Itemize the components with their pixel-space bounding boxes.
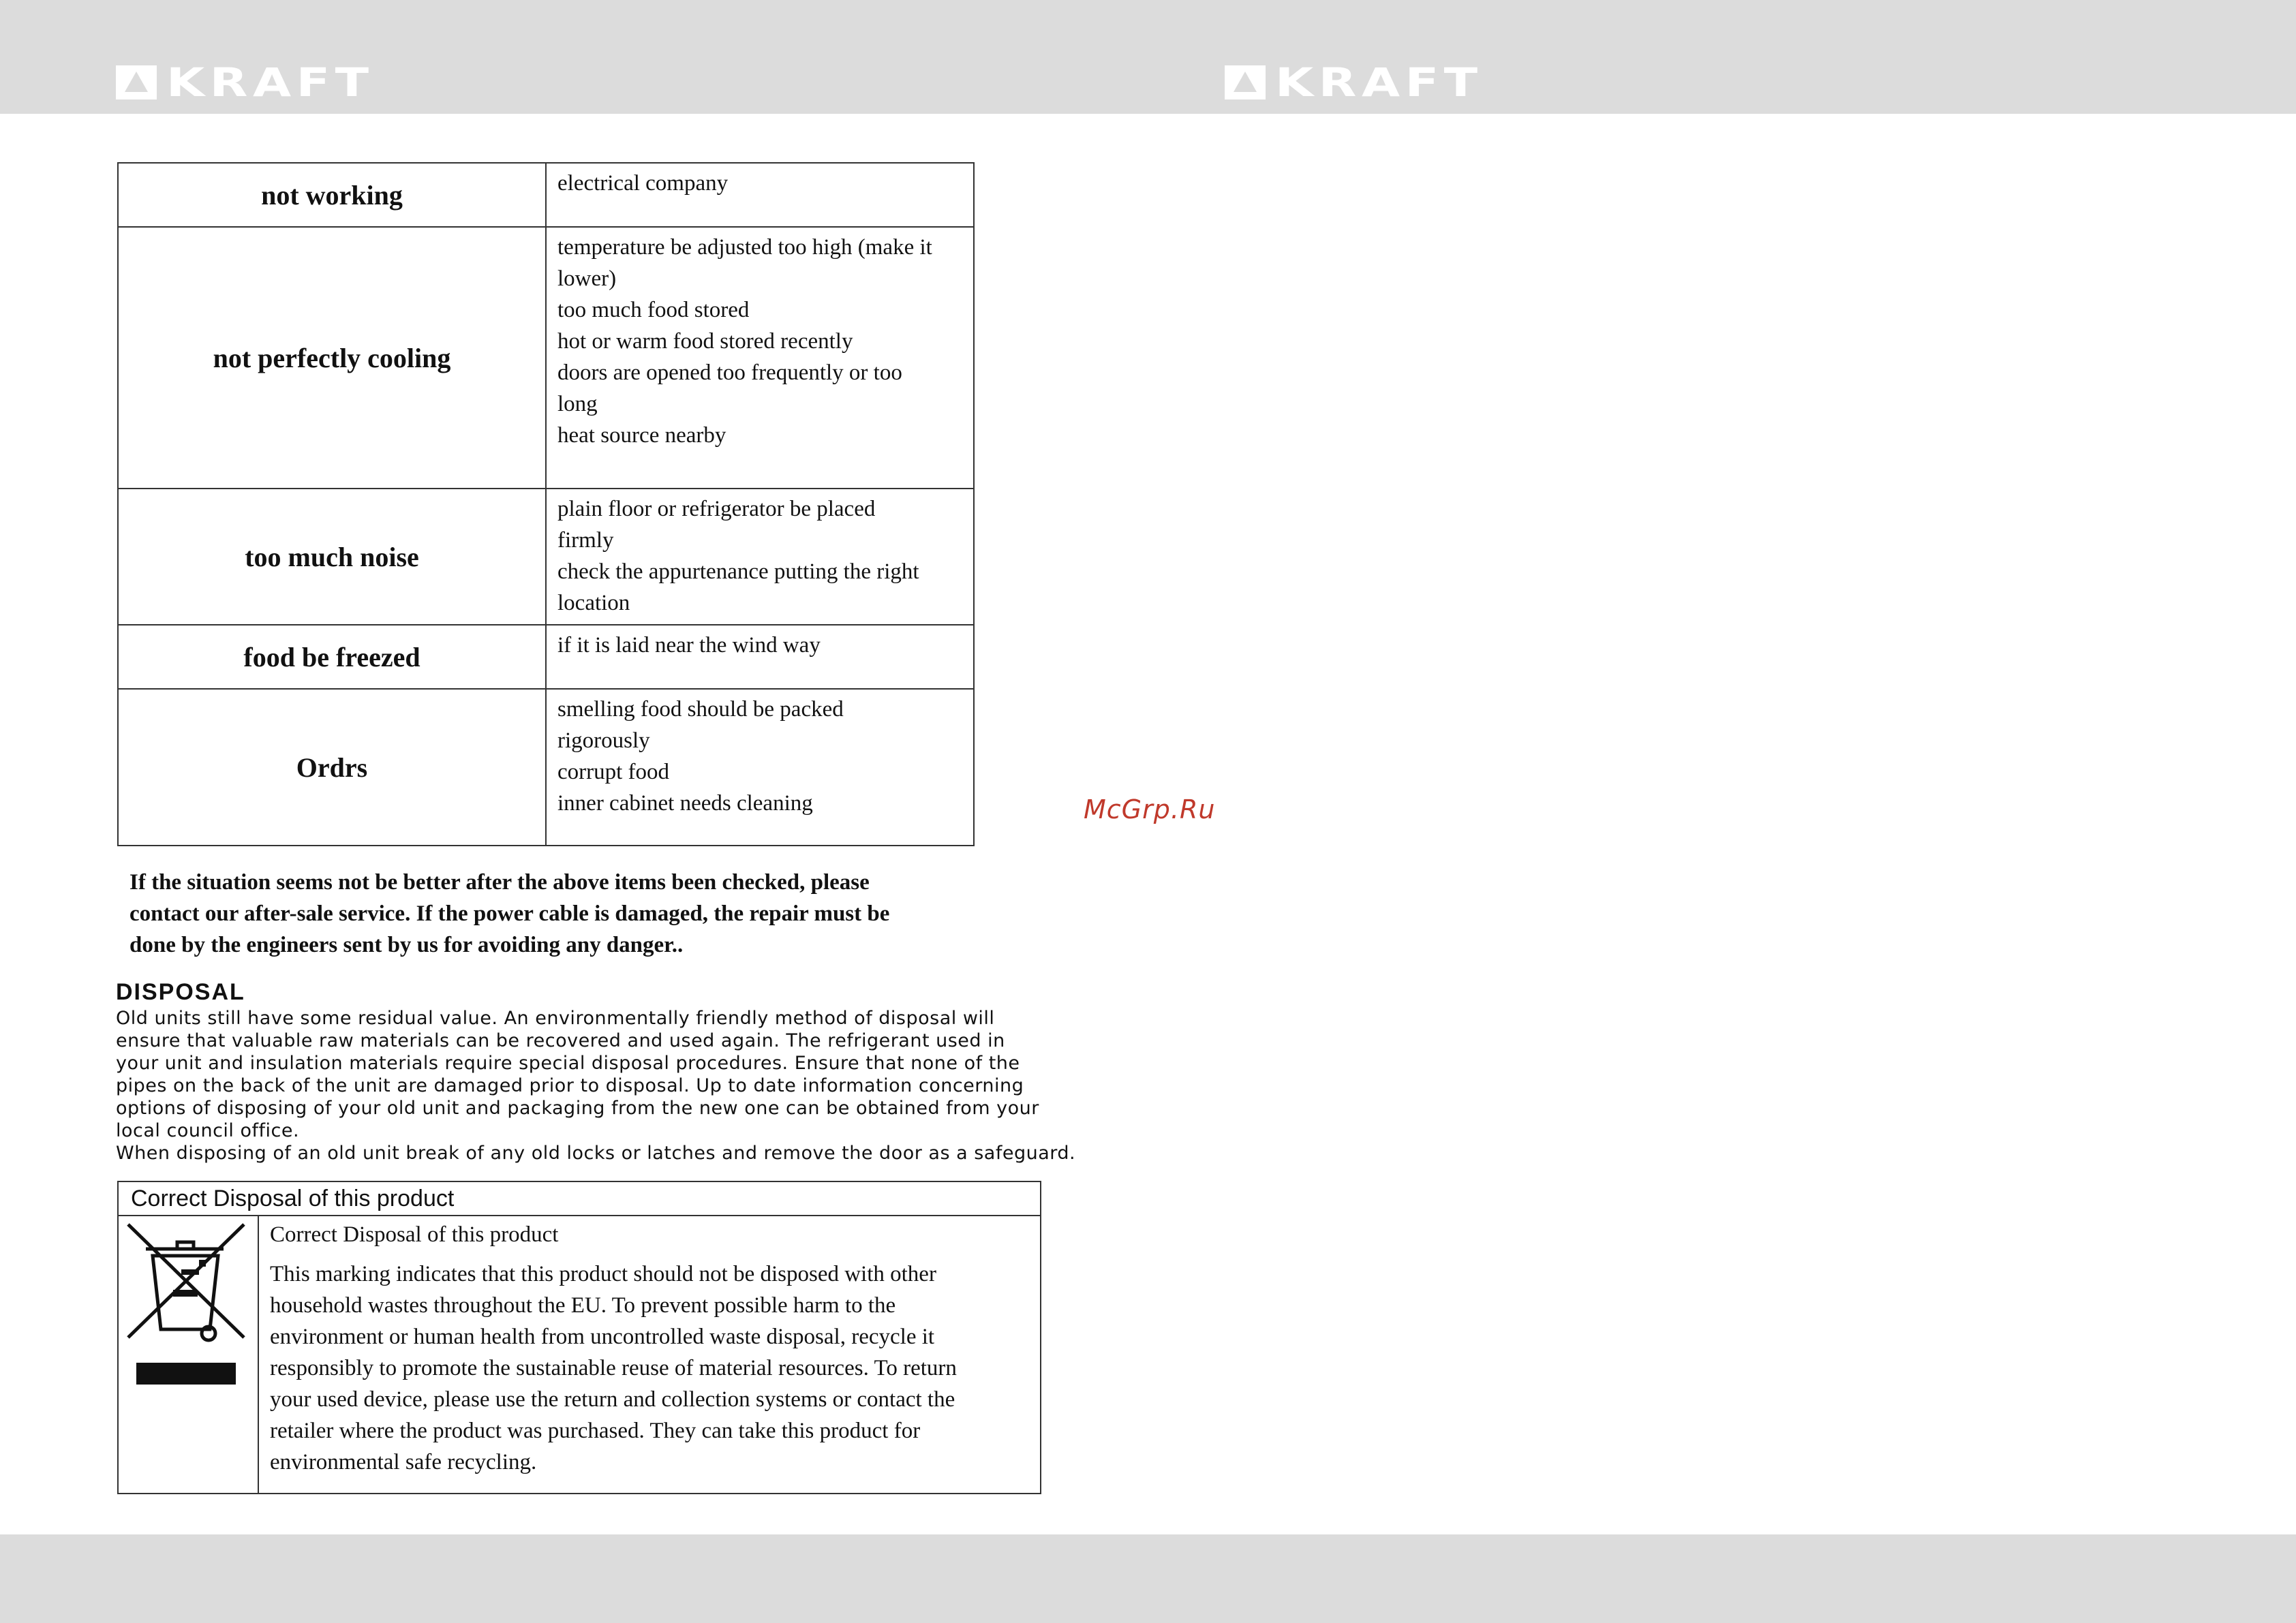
solution-line: temperature be adjusted too high (make it: [557, 235, 932, 260]
disposal-line: options of disposing of your old unit and packaging from the new one can be obtained from your: [116, 1098, 1039, 1119]
notice-line: contact our after-sale service. If the power cable is damaged, the repair must be: [129, 901, 890, 926]
weee-icon-cell: [119, 1216, 259, 1493]
solution-line: plain floor or refrigerator be placed: [557, 497, 876, 521]
correct-disposal-subtitle: Correct Disposal of this product: [270, 1222, 559, 1247]
solution-line: heat source nearby: [557, 423, 726, 448]
solution-cell: [546, 227, 974, 489]
brand-name: KRAFT: [1275, 59, 1483, 106]
disposal-line: Old units still have some residual value. An environmentally friendly method of disposal will: [116, 1008, 995, 1029]
paragraph-line: environment or human health from uncontrolled waste disposal, recycle it: [270, 1325, 935, 1349]
table-row: [118, 489, 974, 625]
correct-disposal-paragraph: [270, 1258, 1013, 1478]
disposal-heading: DISPOSAL: [116, 979, 245, 1005]
solution-line: too much food stored: [557, 298, 750, 322]
solution-line: location: [557, 591, 630, 615]
footer-bar: [0, 1534, 2296, 1623]
problem-cell: not working: [118, 163, 546, 227]
disposal-line: pipes on the back of the unit are damaged prior to disposal. Up to date information concerning: [116, 1075, 1024, 1096]
paragraph-line: This marking indicates that this product should not be disposed with other: [270, 1262, 936, 1286]
solution-line: rigorously: [557, 728, 650, 753]
correct-disposal-text: [270, 1216, 1013, 1493]
solution-line: long: [557, 392, 598, 416]
disposal-line: your unit and insulation materials require special disposal procedures. Ensure that none of the: [116, 1053, 1020, 1074]
paragraph-line: retailer where the product was purchased. They can take this product for: [270, 1419, 921, 1443]
disposal-line: local council office.: [116, 1120, 300, 1141]
disposal-line: ensure that valuable raw materials can be recovered and used again. The refrigerant used in: [116, 1030, 1005, 1051]
solution-cell: [546, 163, 974, 227]
notice-line: done by the engineers sent by us for avoiding any danger..: [129, 933, 684, 957]
solution-line: hot or warm food stored recently: [557, 329, 853, 354]
table-row: [118, 227, 974, 489]
problem-cell: too much noise: [118, 489, 546, 625]
table-row: [118, 689, 974, 846]
solution-line: doors are opened too frequently or too: [557, 360, 902, 385]
troubleshooting-table: [117, 162, 975, 846]
solution-cell: [546, 489, 974, 625]
service-notice: [129, 867, 962, 961]
logo-mark-icon: [1225, 65, 1266, 99]
solution-line: if it is laid near the wind way: [557, 633, 821, 658]
disposal-line: When disposing of an old unit break of any old locks or latches and remove the door as a safeguard.: [116, 1143, 1076, 1164]
solution-line: electrical company: [557, 171, 729, 196]
correct-disposal-box: [117, 1181, 1041, 1494]
paragraph-line: responsibly to promote the sustainable reuse of material resources. To return: [270, 1356, 957, 1380]
paragraph-line: household wastes throughout the EU. To prevent possible harm to the: [270, 1293, 896, 1318]
solution-cell: [546, 689, 974, 846]
brand-logo-right: [1225, 59, 1483, 106]
solution-line: inner cabinet needs cleaning: [557, 791, 813, 816]
table-row: [118, 163, 974, 227]
correct-disposal-header: Correct Disposal of this product: [119, 1182, 1040, 1216]
table-row: [118, 625, 974, 689]
paragraph-line: environmental safe recycling.: [270, 1450, 537, 1474]
solution-line: corrupt food: [557, 760, 670, 784]
problem-cell: food be freezed: [118, 625, 546, 689]
problem-cell: Ordrs: [118, 689, 546, 846]
solution-line: check the appurtenance putting the right: [557, 559, 919, 584]
logo-mark-icon: [116, 65, 157, 99]
paragraph-line: your used device, please use the return and collection systems or contact the: [270, 1387, 955, 1412]
problem-cell: not perfectly cooling: [118, 227, 546, 489]
solution-line: lower): [557, 266, 617, 291]
weee-crossed-bin-icon: [119, 1216, 259, 1494]
brand-logo-left: [116, 59, 374, 106]
solution-line: firmly: [557, 528, 614, 553]
notice-line: If the situation seems not be better after the above items been checked, please: [129, 870, 870, 895]
solution-line: smelling food should be packed: [557, 697, 844, 722]
brand-name: KRAFT: [166, 59, 374, 106]
watermark: McGrp.Ru: [1084, 794, 1216, 824]
disposal-text: [116, 1007, 1084, 1164]
solution-cell: [546, 625, 974, 689]
